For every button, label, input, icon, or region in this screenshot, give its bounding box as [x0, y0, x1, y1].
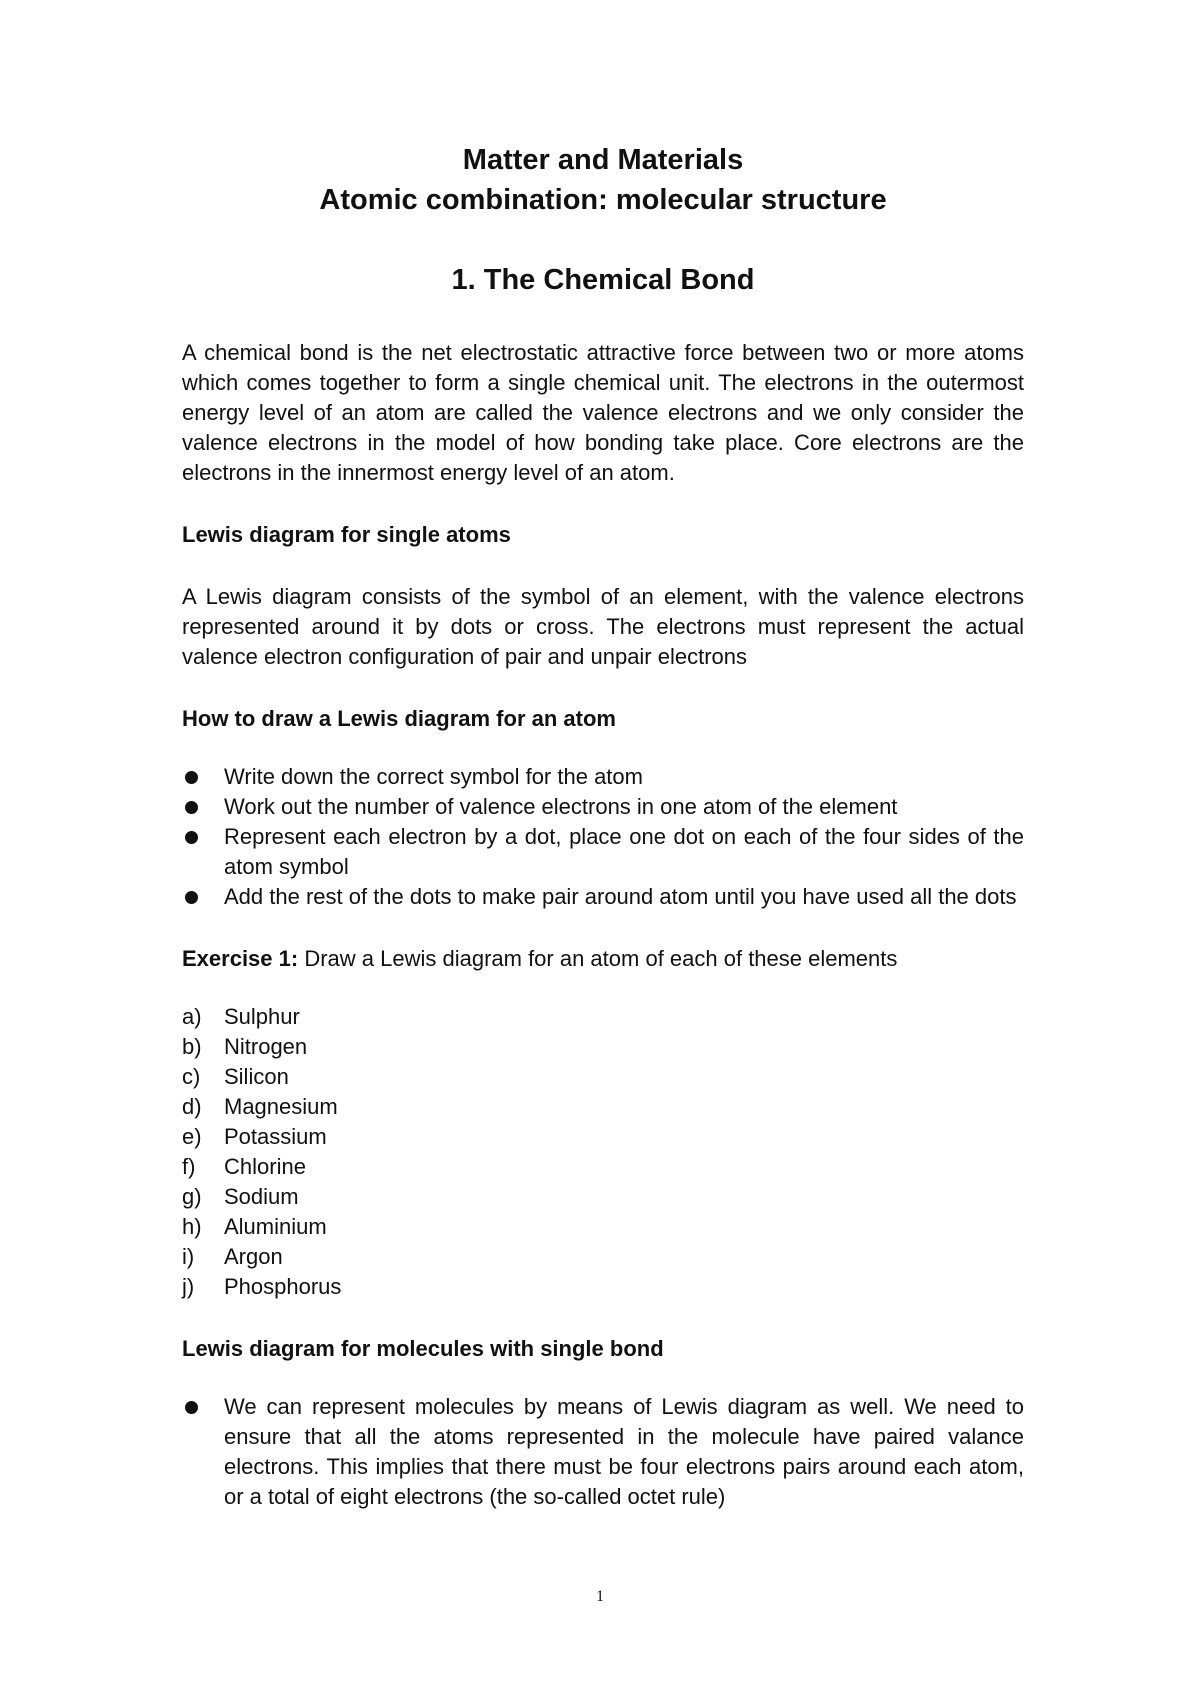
list-item	[182, 792, 1024, 822]
bullet-icon	[185, 831, 198, 844]
document-page	[182, 140, 1024, 1512]
list-item-text: Represent each electron by a dot, place one dot on each of the four sides of the atom symbol	[224, 824, 1024, 879]
exercise-label: Exercise 1:	[182, 946, 299, 971]
item-text: Sodium	[224, 1184, 299, 1209]
list-item	[182, 1002, 1024, 1032]
item-letter: b)	[182, 1034, 202, 1059]
list-item	[182, 1242, 1024, 1272]
bullet-icon	[185, 1401, 198, 1414]
lewis-single-paragraph: A Lewis diagram consists of the symbol of an element, with the valence electrons represented around it by dots or cross. The electrons must represent the actual valence electron configuration of pair and unpair electrons	[182, 584, 1024, 669]
how-to-list	[182, 762, 1024, 912]
bullet-icon	[185, 801, 198, 814]
item-text: Silicon	[224, 1064, 289, 1089]
list-item	[182, 1392, 1024, 1512]
intro-paragraph: A chemical bond is the net electrostatic attractive force between two or more atoms which comes together to form a single chemical unit. The electrons in the outermost energy level of an atom are called the valence electrons and we only consider the valence electrons in the model of how bonding take place. Core electrons are the electrons in the innermost energy level of an atom.	[182, 340, 1024, 485]
list-item	[182, 822, 1024, 882]
item-letter: h)	[182, 1214, 202, 1239]
item-letter: g)	[182, 1184, 202, 1209]
exercise-text: Draw a Lewis diagram for an atom of each of these elements	[298, 946, 898, 971]
item-letter: f)	[182, 1154, 196, 1179]
list-item	[182, 1032, 1024, 1062]
item-text: Aluminium	[224, 1214, 327, 1239]
molecules-heading: Lewis diagram for molecules with single bond	[182, 1336, 664, 1361]
exercise-instruction	[182, 944, 1024, 974]
list-item-text: Add the rest of the dots to make pair around atom until you have used all the dots	[224, 884, 1017, 909]
item-text: Potassium	[224, 1124, 327, 1149]
list-item	[182, 1152, 1024, 1182]
lewis-single-heading: Lewis diagram for single atoms	[182, 522, 511, 547]
document-subtitle: Atomic combination: molecular structure	[319, 184, 887, 216]
page-number: 1	[596, 1588, 604, 1605]
bullet-icon	[185, 771, 198, 784]
item-text: Sulphur	[224, 1004, 300, 1029]
list-item-text: Work out the number of valence electrons in one atom of the element	[224, 794, 898, 819]
item-letter: j)	[182, 1274, 195, 1299]
item-letter: c)	[182, 1064, 201, 1089]
item-letter: e)	[182, 1124, 202, 1149]
list-item	[182, 1212, 1024, 1242]
molecules-list	[182, 1392, 1024, 1512]
list-item	[182, 1062, 1024, 1092]
item-text: Magnesium	[224, 1094, 338, 1119]
item-letter: i)	[182, 1244, 195, 1269]
document-title: Matter and Materials	[462, 144, 744, 176]
item-text: Nitrogen	[224, 1034, 308, 1059]
exercise-list	[182, 1002, 1024, 1302]
how-to-heading: How to draw a Lewis diagram for an atom	[182, 706, 616, 731]
list-item	[182, 1122, 1024, 1152]
item-text: Argon	[224, 1244, 283, 1269]
item-text: Phosphorus	[224, 1274, 342, 1299]
list-item	[182, 1182, 1024, 1212]
item-letter: d)	[182, 1094, 202, 1119]
list-item-text: We can represent molecules by means of Lewis diagram as well. We need to ensure that all the atoms represented in the molecule have paired valance electrons. This implies that there must be four electrons pairs around each atom, or a total of eight electrons (the so-called octet rule)	[224, 1394, 1024, 1509]
list-item	[182, 882, 1024, 912]
item-letter: a)	[182, 1004, 202, 1029]
list-item-text: Write down the correct symbol for the atom	[224, 764, 643, 789]
list-item	[182, 762, 1024, 792]
bullet-icon	[185, 891, 198, 904]
item-text: Chlorine	[224, 1154, 306, 1179]
list-item	[182, 1092, 1024, 1122]
section-title: 1. The Chemical Bond	[451, 264, 755, 296]
list-item	[182, 1272, 1024, 1302]
